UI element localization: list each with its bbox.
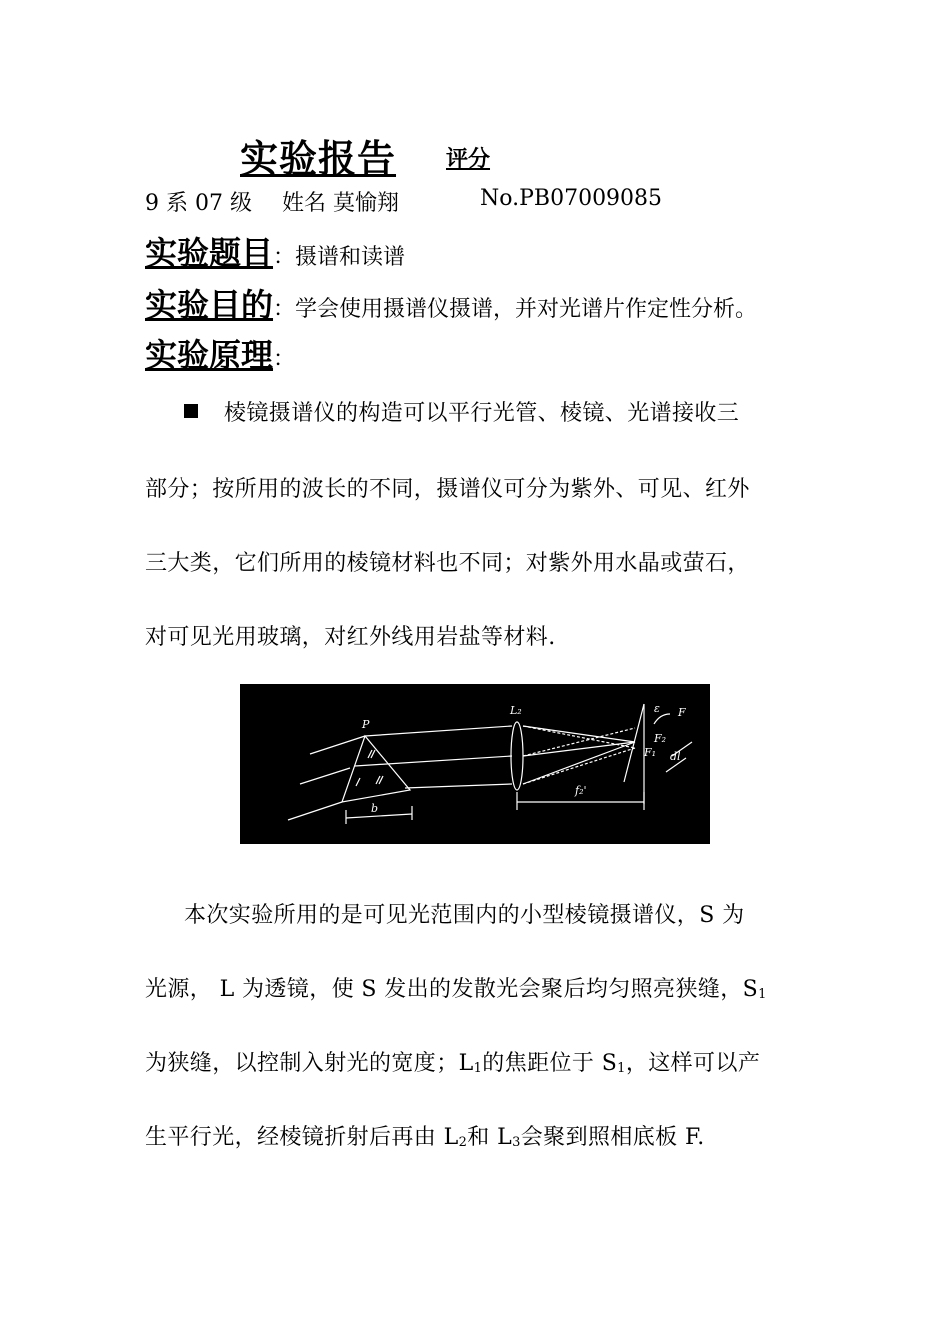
- paragraph2-line3-text-c: ，这样可以产: [625, 1051, 761, 1076]
- paragraph2-line4: [145, 1120, 705, 1151]
- paragraph2-line2-text: 光源， L 为透镜，使 S 发出的发散光会聚后均匀照亮狭缝，S: [145, 977, 759, 1002]
- fig-label-lens: L₂: [510, 704, 522, 717]
- student-number: No.PB07009085: [480, 186, 663, 211]
- fig-label-epsilon: ε: [654, 702, 660, 715]
- score-label: 评分: [446, 146, 491, 172]
- section-principle: [145, 330, 295, 376]
- fig-label-focal: f₂': [575, 784, 587, 797]
- section-purpose-value: 学会使用摄谱仪摄谱，并对光谱片作定性分析。: [295, 297, 758, 322]
- paragraph2-line4-text-b: 和 L: [467, 1125, 513, 1150]
- subscript: 1: [473, 1061, 483, 1076]
- subscript: 3: [512, 1135, 521, 1150]
- paragraph1-line1-text: 棱镜摄谱仪的构造可以平行光管、棱镜、光谱接收三: [224, 401, 740, 426]
- paragraph2-line3-text-b: 的焦距位于 S: [482, 1051, 618, 1076]
- dept-grade: 9 系 07 级: [145, 191, 252, 216]
- section-topic-label: 实验题目: [145, 234, 274, 272]
- section-topic-sep: ：: [273, 245, 296, 270]
- square-bullet-icon: [184, 404, 198, 418]
- paragraph2-line3: [145, 1046, 760, 1077]
- section-purpose-label: 实验目的: [145, 286, 274, 324]
- fig-label-base: b: [371, 802, 379, 815]
- subscript: 1: [617, 1061, 626, 1076]
- paragraph1-line2: 部分；按所用的波长的不同，摄谱仪可分为紫外、可见、红外: [145, 477, 750, 502]
- fig-label-f2: F₂: [654, 732, 667, 745]
- paragraph2-line3-text-a: 为狭缝，以控制入射光的宽度；L: [145, 1051, 474, 1076]
- subscript: 1: [758, 987, 767, 1002]
- section-purpose: [145, 280, 757, 326]
- paragraph2-line1: 本次实验所用的是可见光范围内的小型棱镜摄谱仪，S 为: [184, 903, 745, 928]
- fig-label-plate: F: [678, 706, 686, 719]
- section-principle-sep: ：: [273, 347, 296, 372]
- section-topic-value: 摄谱和读谱: [295, 245, 406, 270]
- student-name: 姓名 莫愉翔: [282, 191, 399, 216]
- paragraph2-line4-text-a: 生平行光，经棱镜折射后再由 L: [145, 1125, 459, 1150]
- prism-spectrograph-diagram: [240, 684, 710, 844]
- paragraph1-line3: 三大类，它们所用的棱镜材料也不同；对紫外用水晶或萤石，: [145, 551, 750, 576]
- report-title: 实验报告: [240, 136, 397, 181]
- section-purpose-sep: ：: [273, 297, 296, 322]
- subscript: 2: [458, 1135, 468, 1150]
- fig-label-f1: F₁: [644, 746, 657, 759]
- paragraph1-line4: 对可见光用玻璃，对红外线用岩盐等材料.: [145, 625, 556, 650]
- section-principle-label: 实验原理: [145, 336, 274, 374]
- paragraph2-line4-text-c: 会聚到照相底板 F.: [520, 1125, 705, 1150]
- section-topic: [145, 228, 405, 274]
- paragraph1-line1: [184, 396, 739, 427]
- fig-label-dl: dl: [670, 750, 681, 763]
- paragraph2-line2: [145, 972, 767, 1003]
- fig-label-prism: P: [362, 718, 370, 731]
